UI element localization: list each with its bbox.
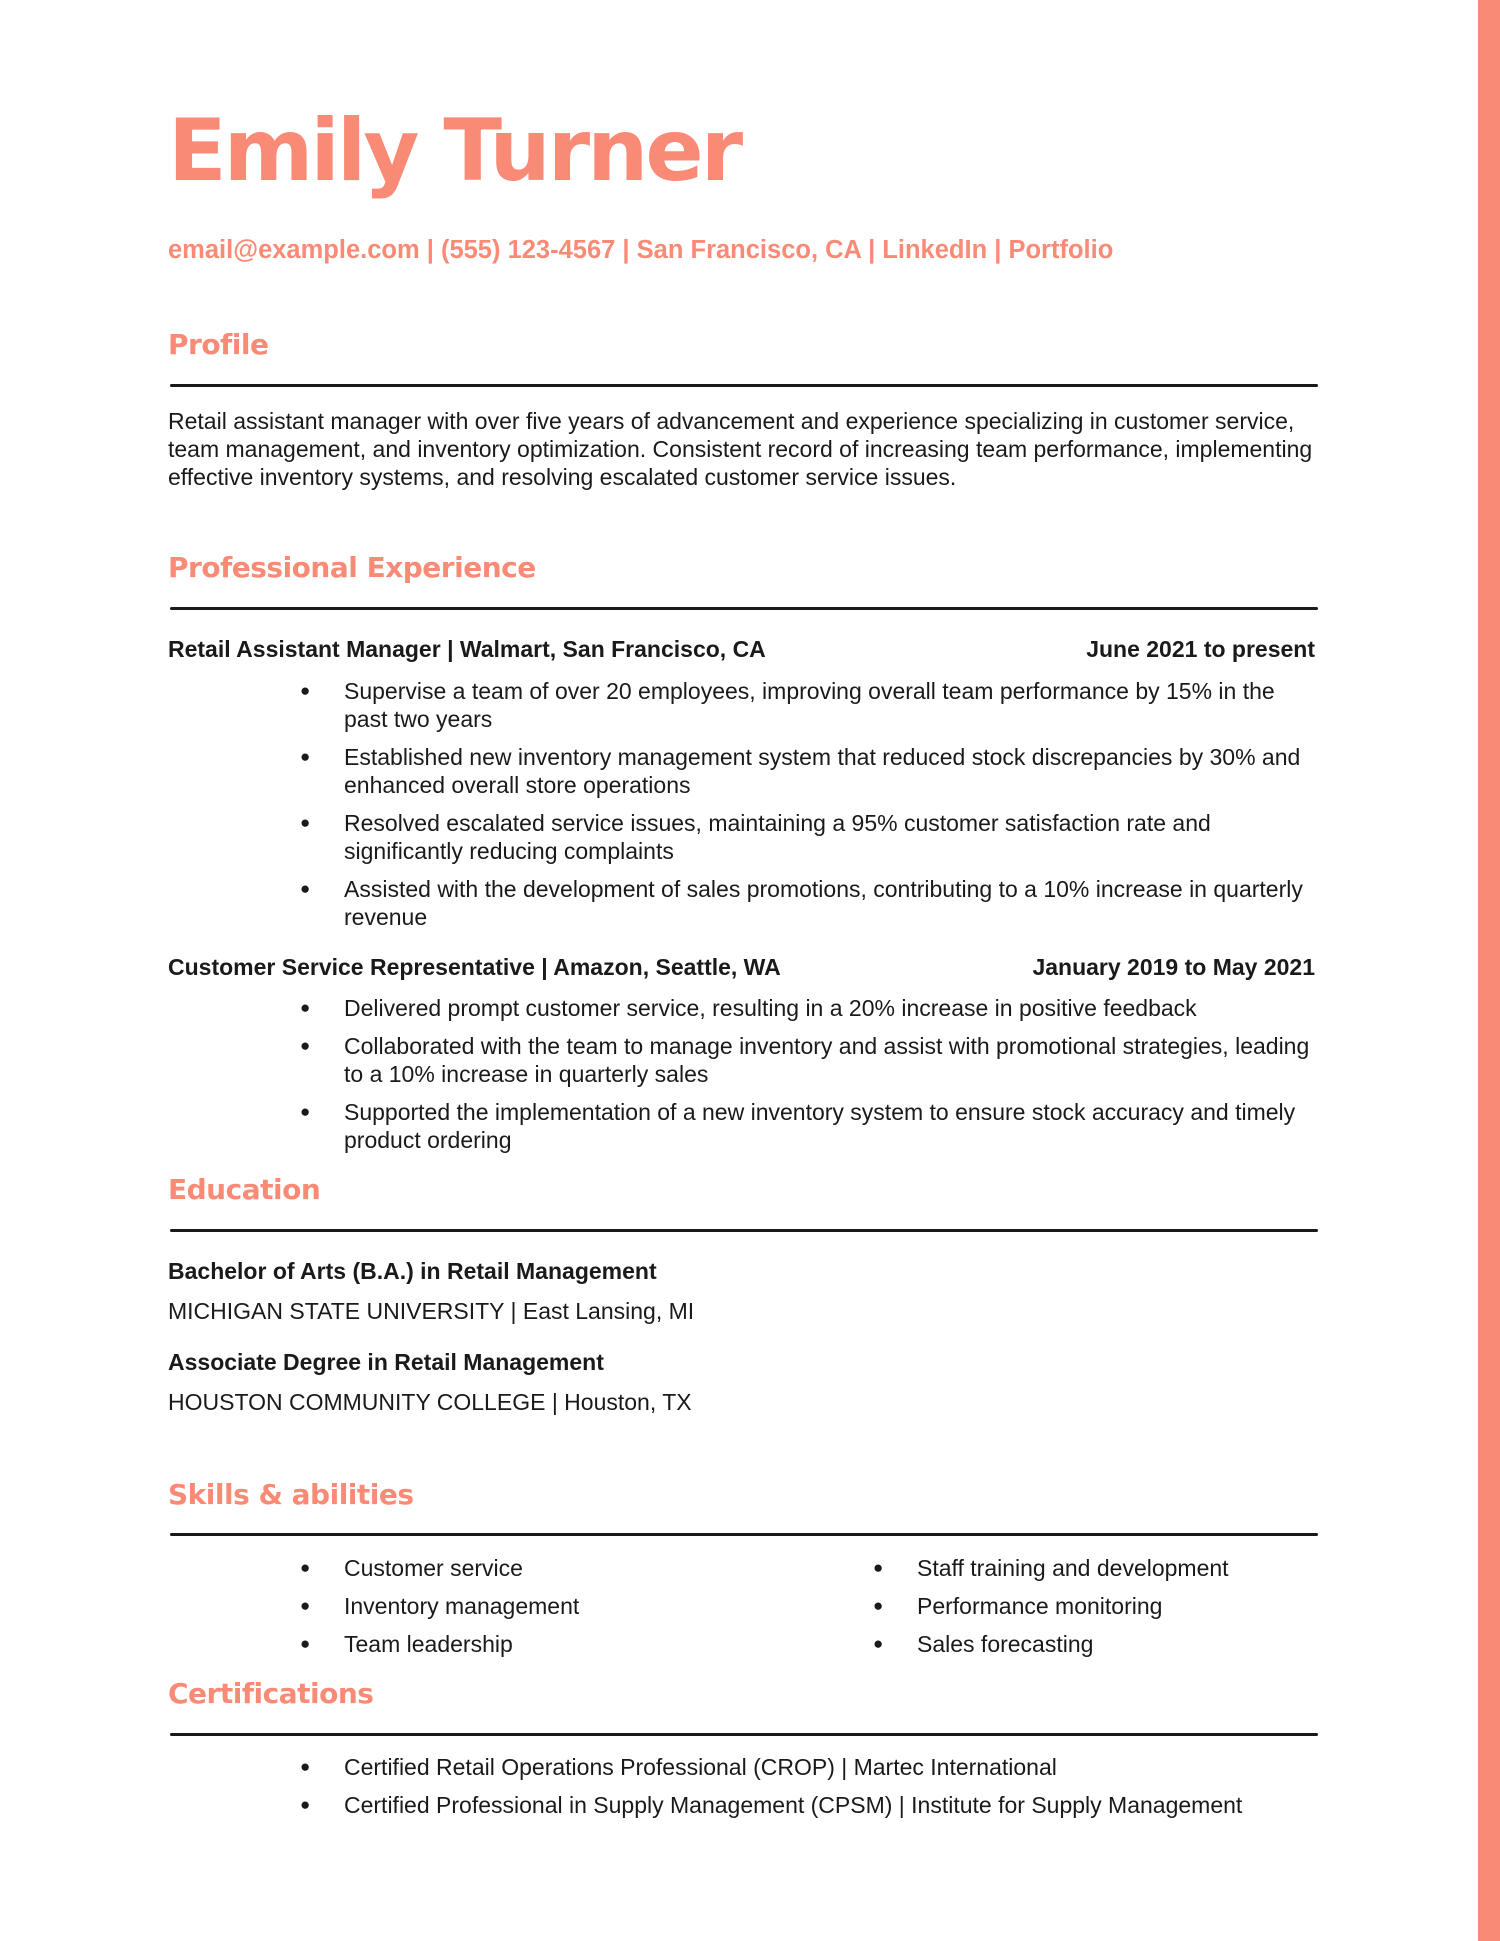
skills-list-right [741, 1554, 1318, 1668]
job-title: Retail Assistant Manager | Walmart, San Francisco, CA [168, 636, 766, 662]
list-item: ● Delivered prompt customer service, resulting in a 20% increase in positive feedback [168, 994, 1318, 1022]
list-item: ● Inventory management [168, 1592, 728, 1630]
section-divider [170, 607, 1318, 610]
section-divider [170, 384, 1318, 387]
list-item: ● Established new inventory management system that reduced stock discrepancies by 30% and enhanced overall store operations [168, 743, 1318, 799]
job-header [168, 636, 1315, 663]
section-title-education: Education [168, 1173, 321, 1206]
school-name: HOUSTON COMMUNITY COLLEGE | Houston, TX [168, 1389, 692, 1415]
list-item: ● Sales forecasting [741, 1630, 1318, 1668]
list-item: ● Collaborated with the team to manage inventory and assist with promotional strategies, leading to a 10% increase in quarterly sales [168, 1032, 1318, 1088]
list-item: ● Certified Retail Operations Professional (CROP) | Martec International [168, 1753, 1318, 1791]
accent-side-bar [1478, 0, 1500, 1941]
section-divider [170, 1229, 1318, 1232]
list-item: ● Supported the implementation of a new inventory system to ensure stock accuracy and timely product ordering [168, 1098, 1318, 1154]
job-dates: June 2021 to present [1086, 636, 1315, 662]
list-item: ● Assisted with the development of sales promotions, contributing to a 10% increase in quarterly revenue [168, 875, 1318, 931]
section-divider [170, 1533, 1318, 1536]
school-name: MICHIGAN STATE UNIVERSITY | East Lansing, MI [168, 1298, 695, 1324]
job-bullets [168, 994, 1318, 1164]
job-title: Customer Service Representative | Amazon, Seattle, WA [168, 954, 781, 980]
section-title-profile: Profile [168, 328, 269, 361]
section-title-experience: Professional Experience [168, 551, 536, 584]
job-bullets [168, 677, 1318, 941]
skills-list-left [168, 1554, 728, 1668]
degree-title: Associate Degree in Retail Management [168, 1349, 604, 1375]
list-item: ● Certified Professional in Supply Management (CPSM) | Institute for Supply Management [168, 1791, 1318, 1829]
section-title-certifications: Certifications [168, 1677, 374, 1710]
list-item: ● Staff training and development [741, 1554, 1318, 1592]
list-item: ● Customer service [168, 1554, 728, 1592]
list-item: ● Resolved escalated service issues, maintaining a 95% customer satisfaction rate and significantly reducing complaints [168, 809, 1318, 865]
candidate-name: Emily Turner [168, 101, 741, 201]
job-dates: January 2019 to May 2021 [1032, 954, 1315, 980]
list-item: ● Team leadership [168, 1630, 728, 1668]
profile-summary: Retail assistant manager with over five years of advancement and experience specializing in customer service, team management, and inventory optimization. Consistent record of increasing team performance, implementing effective inventory systems, and resolving escalated customer service issues. [168, 408, 1313, 490]
contact-line: email@example.com | (555) 123-4567 | San Francisco, CA | LinkedIn | Portfolio [168, 236, 1114, 264]
section-title-skills: Skills & abilities [168, 1478, 414, 1511]
degree-title: Bachelor of Arts (B.A.) in Retail Management [168, 1258, 657, 1284]
job-header [168, 954, 1315, 981]
section-divider [170, 1733, 1318, 1736]
list-item: ● Performance monitoring [741, 1592, 1318, 1630]
list-item: ● Supervise a team of over 20 employees, improving overall team performance by 15% in the past two years [168, 677, 1318, 733]
certifications-list [168, 1753, 1318, 1829]
